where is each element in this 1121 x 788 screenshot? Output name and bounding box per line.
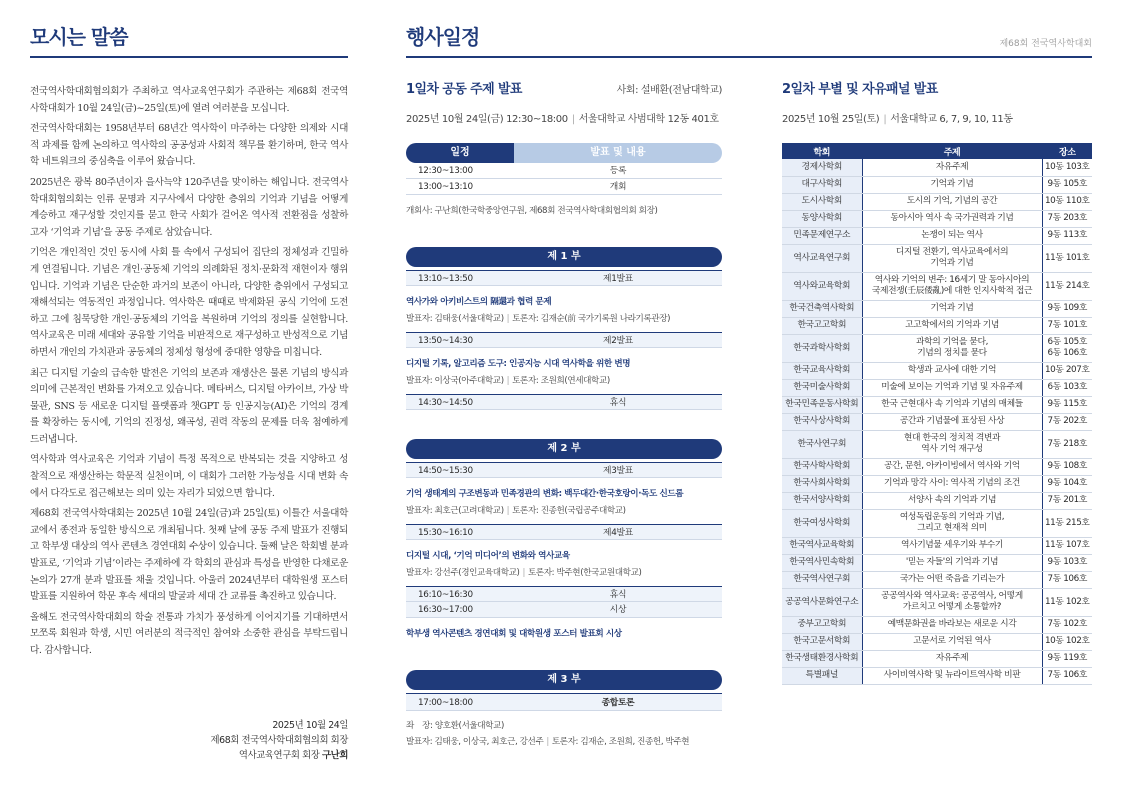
row-label: 등록	[609, 166, 627, 176]
paragraph: 2025년은 광복 80주년이자 을사늑약 120주년을 맞이하는 해입니다. 전국역사학대회협의회는 인류 문명과 지구사에서 다양한 층위의 기억과 기념을 어떻게 계승하고 재구성할 것인지를 묻고 한국 사회가 걸어온 역사적 전환점을 성찰하고자 ‘기억과 기념’을 공동 주제로 삼았습니다.	[30, 176, 348, 238]
table-row	[782, 554, 1092, 571]
room-cell: 9동 119호	[1042, 650, 1092, 667]
part1-title: 제 1 부	[406, 247, 722, 267]
society-cell: 한국사연구회	[782, 430, 862, 458]
topic-cell: 국가는 어떤 죽음을 기리는가	[862, 571, 1042, 588]
table-row	[782, 571, 1092, 588]
topic-cell: 공간과 기념물에 표상된 사상	[862, 413, 1042, 430]
discussant: 토론자: 박주현(한국교원대학교)	[527, 568, 642, 578]
room-cell: 9동 104호	[1042, 475, 1092, 492]
discussant: 토론자: 김재순(前 국가기록원 나라기록관장)	[512, 314, 671, 324]
table-row	[782, 193, 1092, 210]
table-row	[782, 667, 1092, 684]
society-cell: 중부고고학회	[782, 616, 862, 633]
paragraph: 역사학과 역사교육은 기억과 기념이 특정 목적으로 반복되는 것을 지양하고 성찰적으로 재생산하는 학문적 실천이며, 이 대회가 그러한 가능성을 시대 변화 속에서 다각도로 접근해보는 의미 있는 자리가 되었으면 합니다.	[30, 454, 348, 499]
room-cell: 11동 101호	[1042, 244, 1092, 272]
paragraph: 전국역사학대회협의회가 주최하고 역사교육연구회가 주관하는 제68회 전국역사학대회가 10월 24일(금)~25일(토)에 열려 여러분을 모십니다.	[30, 86, 348, 114]
speakers: 발표자: 김태웅, 이상국, 최호근, 강선주	[406, 737, 544, 747]
society-cell: 한국건축역사학회	[782, 300, 862, 317]
society-cell: 공공역사문화연구소	[782, 588, 862, 616]
final-people: 발표자: 김태웅, 이상국, 최호근, 강선주 | 토론자: 김재순, 조원희, 진종헌, 박주현	[406, 737, 690, 747]
paragraph: 올해도 전국역사학대회의 학술 전통과 가치가 풍성하게 이어지기를 기대하면서 모쪼록 회원과 학생, 시민 여러분의 적극적인 참여와 소중한 관심을 부탁드립니다. 감사합니다.	[30, 611, 348, 656]
talk-people: 발표자: 최호근(고려대학교) | 토론자: 진종헌(국립공주대학교)	[406, 506, 626, 516]
talk-topic: 디지털 기록, 알고리즘 도구: 인공지능 시대 역사학을 위한 변명	[406, 359, 631, 369]
schedule-row	[406, 462, 722, 478]
table-row	[782, 492, 1092, 509]
row-time: 13:10~13:50	[418, 274, 473, 284]
room-cell: 7동 201호	[1042, 492, 1092, 509]
room-cell: 7동 106호	[1042, 667, 1092, 684]
speaker: 발표자: 강선주(경인교육대학교)	[406, 568, 520, 578]
room-cell: 11동 214호	[1042, 272, 1092, 300]
row-time: 16:10~16:30	[418, 590, 473, 600]
paragraph: 제68회 전국역사학대회는 2025년 10월 24일(금)과 25일(토) 이틀간 서울대학교에서 종전과 동일한 방식으로 개최됩니다. 첫째 날에 공동 주제 발표가 진행되고 학부생 대상의 역사 콘텐츠 경연대회 수상이 있습니다. 둘째 날은 학회별 분과 발표로, ‘기억과 기념’이라는 주제하에 각 학회의 관심과 특성을 반영한 다채로운 논의가 27개 분과 발표를 채울 것입니다. 아울러 2024년부터 대학원생 포스터 발표를 지원하여 학문 후속 세대의 발굴과 세대 간 교류를 촉진하고 있습니다.	[30, 508, 348, 603]
table-row	[782, 159, 1092, 176]
table-row	[782, 334, 1092, 362]
table-row	[782, 362, 1092, 379]
room-cell: 7동 202호	[1042, 413, 1092, 430]
part2-title: 제 2 부	[406, 439, 722, 459]
event-name: 제68회 전국역사학대회	[999, 39, 1092, 49]
room-cell: 9동 113호	[1042, 227, 1092, 244]
schedule-row	[406, 394, 722, 410]
col-time-header: 일정	[406, 143, 514, 163]
table-row	[782, 379, 1092, 396]
room-cell: 9동 108호	[1042, 458, 1092, 475]
talk-people: 발표자: 이상국(아주대학교) | 토론자: 조원희(연세대학교)	[406, 376, 610, 386]
row-time: 13:00~13:10	[418, 182, 473, 192]
table-row	[782, 633, 1092, 650]
room-cell: 7동 101호	[1042, 317, 1092, 334]
row-label: 제2발표	[603, 336, 633, 346]
part2-block	[406, 439, 722, 639]
society-cell: 한국사회사학회	[782, 475, 862, 492]
row-label: 휴식	[609, 590, 627, 600]
room-cell: 7동 203호	[1042, 210, 1092, 227]
table-row	[782, 537, 1092, 554]
paragraph: 전국역사학대회는 1958년부터 68년간 역사학이 마주하는 다양한 의제와 시대적 과제를 함께 논의하고 역사학의 공공성과 사회적 책무를 환기하며, 한국 역사학 네트워크의 중심축을 이루어 왔습니다.	[30, 123, 348, 168]
room-cell: 10동 102호	[1042, 633, 1092, 650]
speaker: 발표자: 최호근(고려대학교)	[406, 506, 504, 516]
award-note: 학부생 역사콘텐츠 경연대회 및 대학원생 포스터 발표회 시상	[406, 629, 622, 639]
topic-cell: 공공역사와 역사교육: 공공역사, 어떻게 가르치고 어떻게 소통할까?	[862, 588, 1042, 616]
society-cell: 경제사학회	[782, 159, 862, 176]
topic-cell: 미술에 보이는 기억과 기념 및 자유주제	[862, 379, 1042, 396]
topic-cell: 동아시아 역사 속 국가권력과 기념	[862, 210, 1042, 227]
topic-cell: 사이비역사학 및 뉴라이트역사학 비판	[862, 667, 1042, 684]
society-cell: 도시사학회	[782, 193, 862, 210]
society-cell: 한국민족운동사학회	[782, 396, 862, 413]
society-cell: 한국미술사학회	[782, 379, 862, 396]
topic-cell: 예맥문화권을 바라보는 새로운 시각	[862, 616, 1042, 633]
table-row	[782, 210, 1092, 227]
room-cell: 7동 106호	[1042, 571, 1092, 588]
row-time: 15:30~16:10	[418, 528, 473, 538]
discussant: 토론자: 진종헌(국립공주대학교)	[512, 506, 626, 516]
table-row	[782, 616, 1092, 633]
signature-block	[30, 718, 348, 763]
discussants: 토론자: 김재순, 조원희, 진종헌, 박주현	[551, 737, 690, 747]
sign-date: 2025년 10월 24일	[272, 720, 348, 731]
topic-cell: '믿는 자들'의 기억과 기념	[862, 554, 1042, 571]
topic-cell: 기억과 기념	[862, 300, 1042, 317]
day1-venue: 서울대학교 사범대학 12동 401호	[578, 114, 719, 125]
discussant: 토론자: 조원희(연세대학교)	[512, 376, 610, 386]
topic-cell: 역사기념물 세우기와 부수기	[862, 537, 1042, 554]
day1-datetime	[406, 110, 722, 125]
invitation-section	[30, 22, 348, 761]
day2-date: 2025년 10월 25일(토)	[782, 114, 880, 125]
table-row	[782, 650, 1092, 667]
row-label: 휴식	[609, 398, 627, 408]
room-cell: 9동 105호	[1042, 176, 1092, 193]
separator: |	[883, 114, 887, 125]
row-time: 13:50~14:30	[418, 336, 473, 346]
opening-block	[406, 143, 722, 216]
room-cell: 10동 110호	[1042, 193, 1092, 210]
sign-line	[30, 748, 348, 763]
topic-cell: 기억과 기념	[862, 176, 1042, 193]
topic-cell: 도시의 기억, 기념의 공간	[862, 193, 1042, 210]
schedule-row	[406, 163, 722, 179]
row-time: 16:30~17:00	[418, 605, 473, 615]
schedule-row	[406, 179, 722, 195]
society-cell: 민족문제연구소	[782, 227, 862, 244]
chair: 좌 장: 양호환(서울대학교)	[406, 721, 504, 731]
part1-block	[406, 247, 722, 410]
society-cell: 한국서양사학회	[782, 492, 862, 509]
day2-datetime	[782, 110, 1092, 125]
room-cell: 9동 103호	[1042, 554, 1092, 571]
topic-cell: 고고학에서의 기억과 기념	[862, 317, 1042, 334]
talk-topic: 역사가와 아키비스트의 隔還과 협력 문제	[406, 297, 552, 307]
topic-cell: 현대 한국의 정치적 격변과 역사 기억 재구성	[862, 430, 1042, 458]
table-row	[782, 509, 1092, 537]
row-time: 14:50~15:30	[418, 466, 473, 476]
table-row	[782, 430, 1092, 458]
society-cell: 역사교육연구회	[782, 244, 862, 272]
sign-name: 구난희	[322, 750, 348, 761]
title-divider	[30, 56, 348, 58]
separator: |	[571, 114, 575, 125]
topic-cell: 자유주제	[862, 650, 1042, 667]
sign-org: 제68회 전국역사학대회협의회 회장	[210, 735, 348, 746]
room-cell: 11동 107호	[1042, 537, 1092, 554]
table-row	[782, 458, 1092, 475]
table-row	[782, 300, 1092, 317]
topic-cell: 논쟁이 되는 역사	[862, 227, 1042, 244]
row-label: 시상	[609, 605, 627, 615]
row-time: 14:30~14:50	[418, 398, 473, 408]
table-row	[782, 317, 1092, 334]
topic-cell: 자유주제	[862, 159, 1042, 176]
schedule-row	[406, 270, 722, 286]
room-cell: 9동 115호	[1042, 396, 1092, 413]
schedule-table-header	[406, 143, 722, 163]
talk-people: 발표자: 김태웅(서울대학교) | 토론자: 김재순(前 국가기록원 나라기록관장)	[406, 314, 671, 324]
invitation-title: 모시는 말씀	[30, 25, 128, 49]
schedule-row	[406, 602, 722, 618]
day2-table	[782, 143, 1092, 685]
row-label: 제4발표	[603, 528, 633, 538]
schedule-divider	[406, 56, 1092, 58]
room-cell: 7동 102호	[1042, 616, 1092, 633]
day1-heading	[406, 78, 722, 97]
table-row	[782, 176, 1092, 193]
paragraph: 기억은 개인적인 것인 동시에 사회 틀 속에서 구성되어 집단의 정체성과 긴밀하게 연결됩니다. 기념은 개인·공동체 기억의 의례화된 정치·문화적 재현이자 행위입니다. 기억과 기념은 단순한 과거의 보존이 아니라, 다양한 층위에서 구성되고 재해석되는 역동적인 과정입니다. 역사학은 때때로 박제화된 공식 기억에 도전하고 그에 침묵당한 개인·공동체의 기억을 복원하며 기억의 정의를 실현합니다. 역사교육은 미래 세대와 공유할 기억을 비판적으로 재구성하고 반성적으로 기념하면서 개인의 가치관과 공동체의 정체성 형성에 중대한 영향을 미칩니다.	[30, 247, 348, 358]
topic-cell: 서양사 속의 기억과 기념	[862, 492, 1042, 509]
society-cell: 동양사학회	[782, 210, 862, 227]
room-cell: 9동 109호	[1042, 300, 1092, 317]
opening-note: 개회사: 구난희(한국학중앙연구원, 제68회 전국역사학대회협의회 회장)	[406, 206, 658, 216]
table-row	[782, 227, 1092, 244]
society-cell: 한국역사민속학회	[782, 554, 862, 571]
schedule-row	[406, 332, 722, 348]
table-row	[782, 588, 1092, 616]
col-room-header: 장소	[1042, 143, 1092, 159]
invitation-body	[30, 84, 348, 660]
society-cell: 한국교육사학회	[782, 362, 862, 379]
schedule-row	[406, 693, 722, 711]
room-cell: 10동 207호	[1042, 362, 1092, 379]
part3-block	[406, 670, 722, 747]
society-cell: 한국고문서학회	[782, 633, 862, 650]
col-topic-header: 주제	[862, 143, 1042, 159]
row-label: 종합토론	[601, 698, 635, 708]
schedule-title: 행사일정	[406, 25, 480, 49]
society-cell: 한국고고학회	[782, 317, 862, 334]
day1-title: 1일차 공동 주제 발표	[406, 82, 522, 97]
topic-cell: 디지털 전환기, 역사교육에서의 기억과 기념	[862, 244, 1042, 272]
row-time: 12:30~13:00	[418, 166, 473, 176]
row-label: 제1발표	[603, 274, 633, 284]
topic-cell: 한국 근현대사 속 기억과 기념의 매체들	[862, 396, 1042, 413]
room-cell: 6동 103호	[1042, 379, 1092, 396]
schedule-header	[406, 22, 1092, 58]
day2-venue: 서울대학교 6, 7, 9, 10, 11동	[890, 114, 1013, 125]
topic-cell: 공간, 문헌, 아카이빙에서 역사와 기억	[862, 458, 1042, 475]
topic-cell: 과학의 기억을 묻다, 기념의 정치를 묻다	[862, 334, 1042, 362]
topic-cell: 학생과 교사에 대한 기억	[862, 362, 1042, 379]
room-cell: 11동 215호	[1042, 509, 1092, 537]
table-row	[782, 272, 1092, 300]
col-content-header: 발표 및 내용	[514, 143, 722, 163]
society-cell: 한국사상사학회	[782, 413, 862, 430]
day1-moderator: 사회: 설배환(전남대학교)	[616, 85, 722, 96]
table-row	[782, 396, 1092, 413]
society-cell: 한국여성사학회	[782, 509, 862, 537]
society-cell: 대구사학회	[782, 176, 862, 193]
society-cell: 한국사학사학회	[782, 458, 862, 475]
row-label: 개회	[609, 182, 627, 192]
room-cell: 11동 102호	[1042, 588, 1092, 616]
topic-cell: 고문서로 기억된 역사	[862, 633, 1042, 650]
society-cell: 한국역사교육학회	[782, 537, 862, 554]
speaker: 발표자: 이상국(아주대학교)	[406, 376, 504, 386]
schedule-row	[406, 586, 722, 602]
society-cell: 한국과학사학회	[782, 334, 862, 362]
room-cell: 6동 105호 6동 106호	[1042, 334, 1092, 362]
part3-title: 제 3 부	[406, 670, 722, 690]
day1-date: 2025년 10월 24일(금) 12:30~18:00	[406, 114, 568, 125]
col-society-header: 학회	[782, 143, 862, 159]
row-label: 제3발표	[603, 466, 633, 476]
day2-table-body	[782, 159, 1092, 684]
society-cell: 역사와교육학회	[782, 272, 862, 300]
society-cell: 한국역사연구회	[782, 571, 862, 588]
day2-table-wrap	[782, 143, 1092, 685]
day2-title: 2일차 부별 및 자유패널 발표	[782, 82, 938, 97]
topic-cell: 기억과 망각 사이: 역사적 기념의 조건	[862, 475, 1042, 492]
sign-role: 역사교육연구회 회장	[238, 750, 320, 761]
table-row	[782, 244, 1092, 272]
room-cell: 7동 218호	[1042, 430, 1092, 458]
room-cell: 10동 103호	[1042, 159, 1092, 176]
paragraph: 최근 디지털 기술의 급속한 발전은 기억의 보존과 재생산은 물론 기념의 방식과 의미에 근본적인 변화를 가져오고 있습니다. 메타버스, 디지털 아카이브, 가상 박물관, SNS 등 새로운 디지털 플랫폼과 챗GPT 등 인공지능(AI)은 기억의 경계를 확장하는 동시에, 기억의 진정성, 왜곡성, 권력 작동의 문제를 더욱 첨예하게 드러냅니다.	[30, 367, 348, 445]
talk-people: 발표자: 강선주(경인교육대학교) | 토론자: 박주현(한국교원대학교)	[406, 568, 642, 578]
topic-cell: 역사와 기억의 변주: 16세기 말 동아시아의 국제전쟁(壬辰倭亂)에 대한 인지사학적 접근	[862, 272, 1042, 300]
talk-topic: 디지털 시대, ‘기억 미디어’의 변화와 역사교육	[406, 551, 570, 561]
table-row	[782, 475, 1092, 492]
society-cell: 한국생태환경사학회	[782, 650, 862, 667]
topic-cell: 여성독립운동의 기억과 기념, 그리고 현재적 의미	[862, 509, 1042, 537]
table-header-row	[782, 143, 1092, 159]
talk-topic: 기억 생태계의 구조변동과 민족경관의 변화: 백두대간·한국호랑이·독도 신드롬	[406, 489, 684, 499]
schedule-row	[406, 524, 722, 540]
society-cell: 특별패널	[782, 667, 862, 684]
table-row	[782, 413, 1092, 430]
speaker: 발표자: 김태웅(서울대학교)	[406, 314, 504, 324]
row-time: 17:00~18:00	[418, 698, 473, 708]
